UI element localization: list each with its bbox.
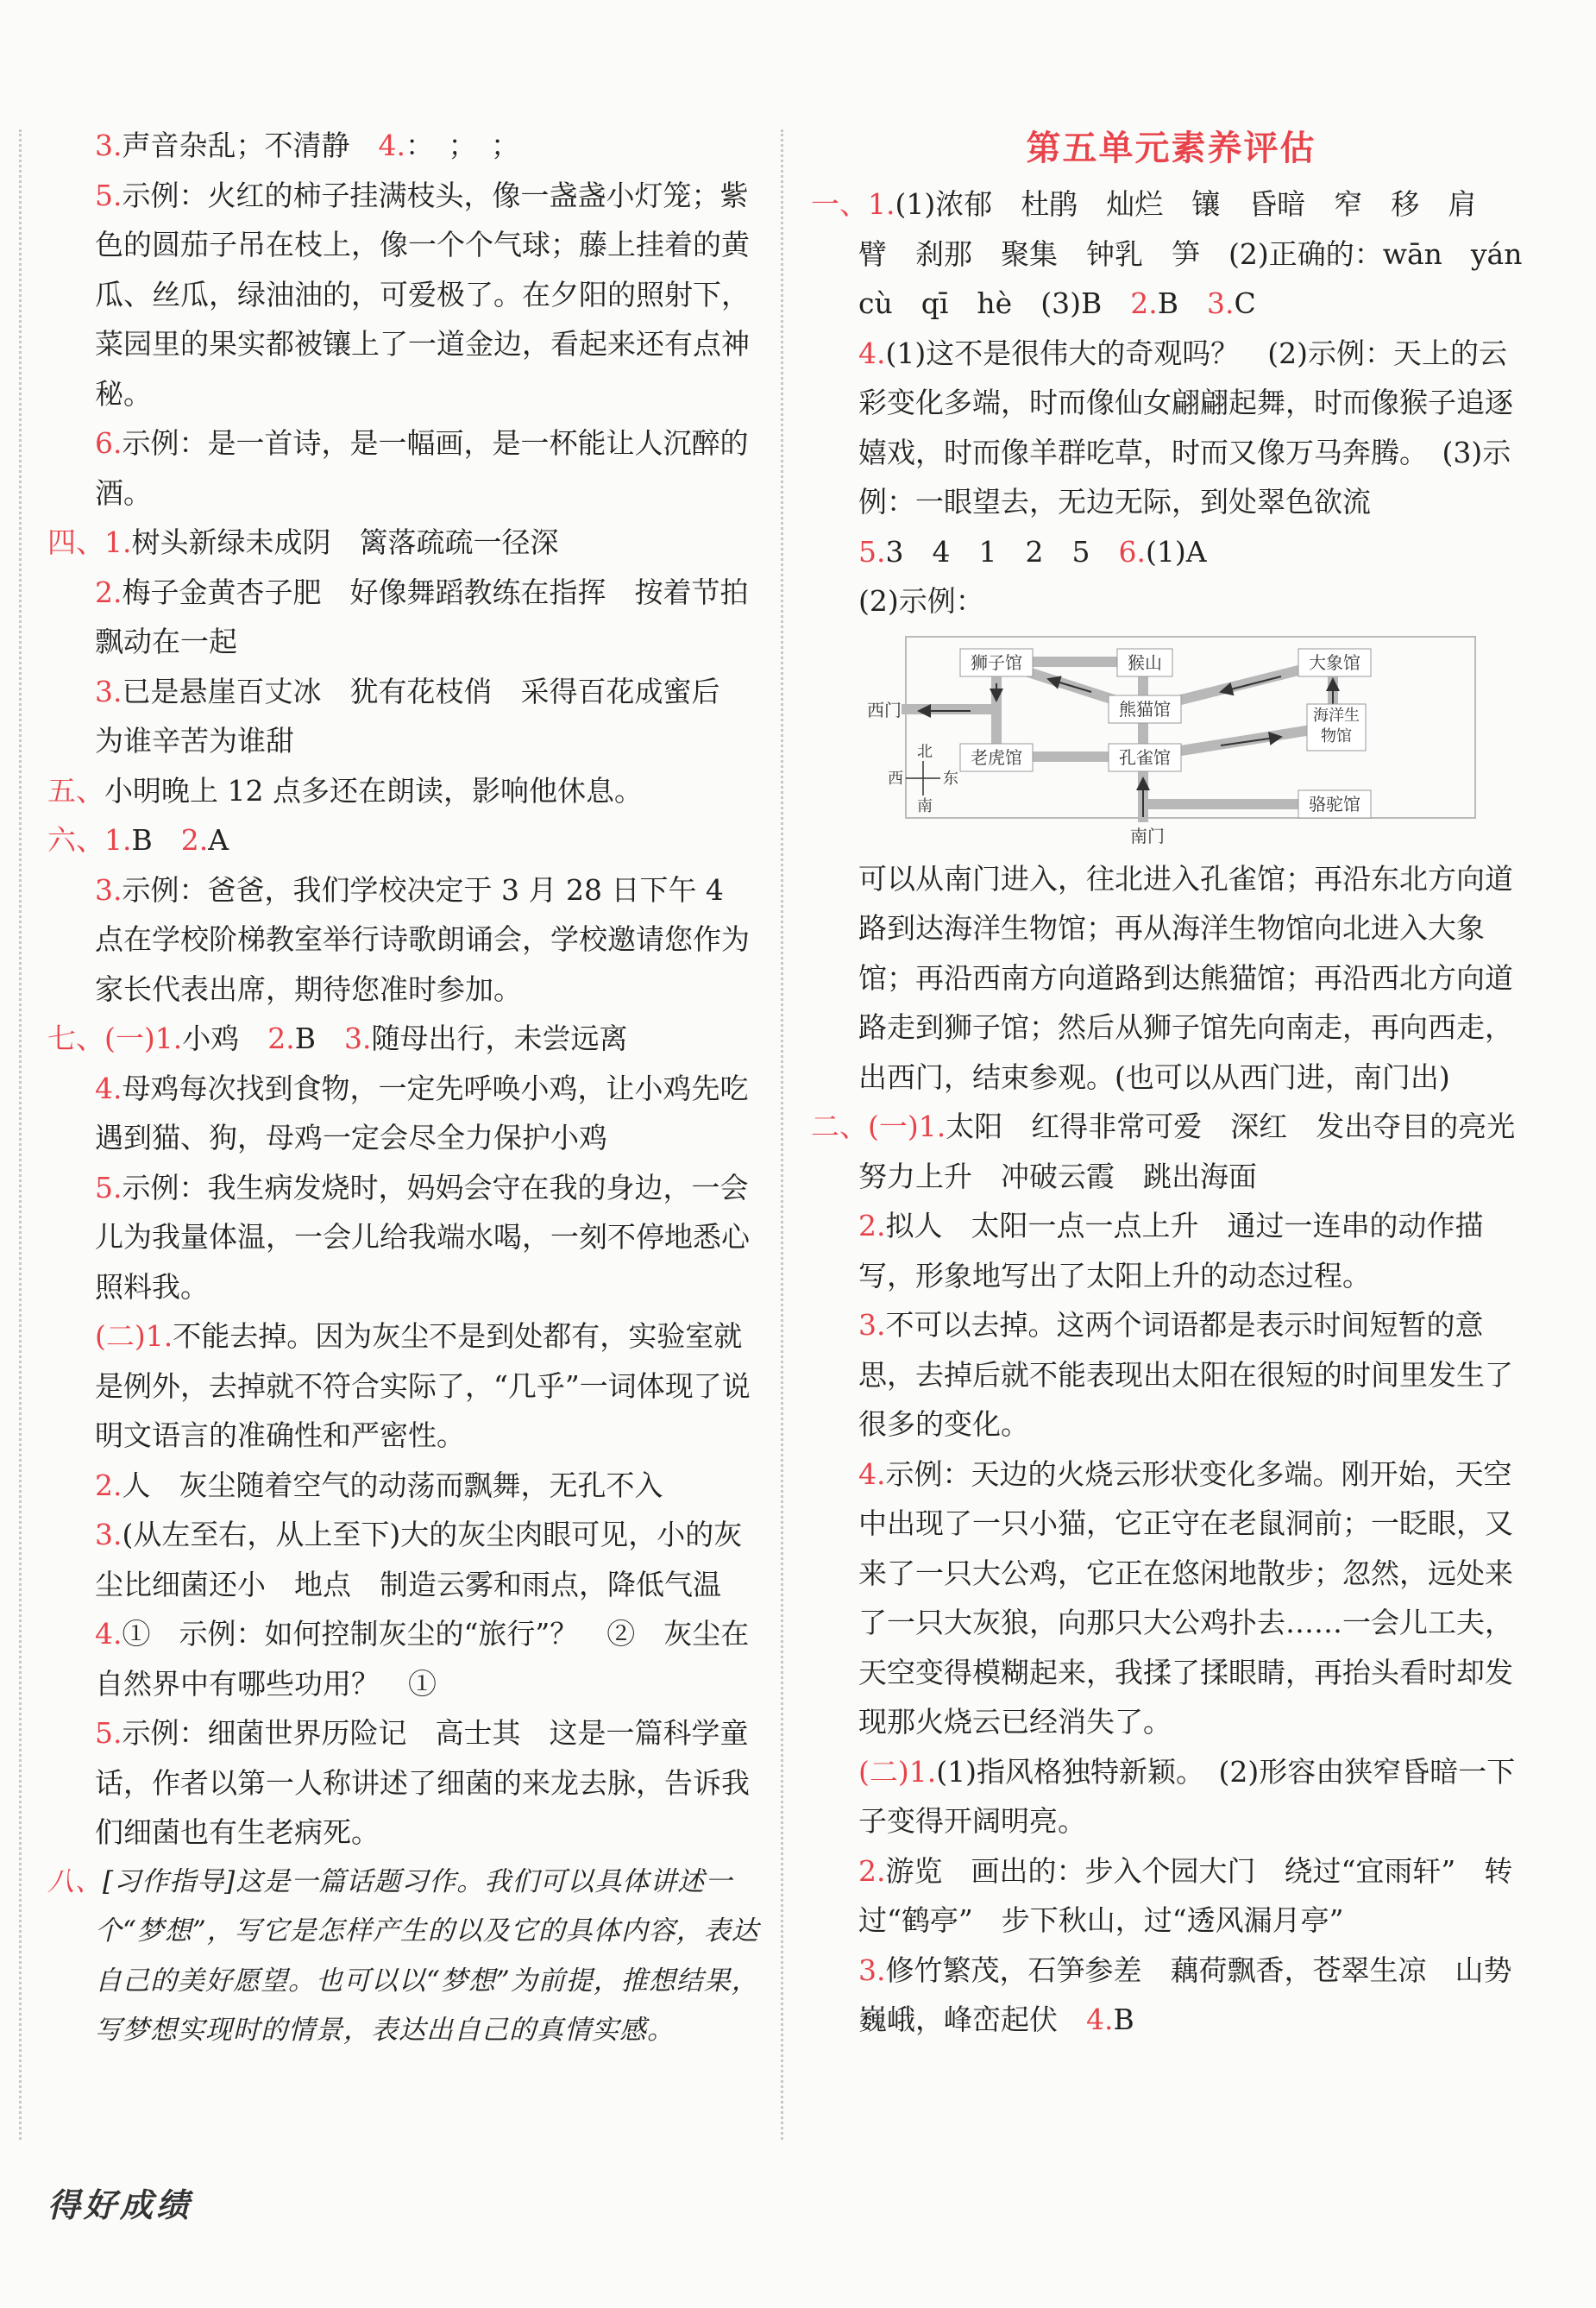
r-section-2-part2-q2: 2.游览 画出的：步入个园大门 绕过“宜雨轩” 转过“鹤亭” 步下秋山，过“透风漏月亭” (858, 1853, 1513, 1937)
r-section-2-part1-q4: 4.示例：天边的火烧云形状变化多端。刚开始，天空中出现了一只小猫，它正守在老鼠洞前；一眨眼，又来了一只大公鸡，它正在悠闲地散步；忽然，远处来了一只大灰狼，向那只大公鸡扑去……一会儿工夫，天空变得模糊起来，我揉了揉眼睛，再抬头看时却发现那火烧云已经消失了。 (858, 1456, 1513, 1739)
r-section-1-q6-2: (2)示例： (858, 584, 984, 618)
label-haiyang: 海洋生物馆 (1313, 706, 1360, 745)
section-7-part1-q1-3: 七、(一)1.小鸡 2.B 3.随母出行，未尝远离 (47, 1022, 628, 1055)
label-daxiang: 大象馆 (1309, 651, 1360, 673)
compass-west: 西 (888, 769, 903, 788)
unit-title: 第五单元素养评估 (1026, 128, 1316, 168)
section-6-q1-2: 六、1.B 2.A (47, 823, 229, 857)
section-7-part1-q5: 5.示例：我生病发烧时，妈妈会守在我的身边，一会儿为我量体温，一会儿给我端水喝，一刻不停地悉心照料我。 (95, 1170, 750, 1304)
label-kongque: 孔雀馆 (1119, 746, 1171, 768)
section-7-part2-q5: 5.示例：细菌世界历险记 高士其 这是一篇科学童话，作者以第一人称讲述了细菌的来龙去脉，告诉我们细菌也有生老病死。 (95, 1716, 750, 1849)
r-section-1-q4: 4.(1)这不是很伟大的奇观吗？ (2)示例：天上的云彩变化多端，时而像仙女翩翩起舞，时而像猴子追逐嬉戏，时而像羊群吃草，时而又像万马奔腾。 (3)示例：一眼望去，无边无际，到处翠色欲流 (858, 336, 1513, 519)
label-ximen: 西门 (867, 699, 902, 720)
answer-6: 6.示例：是一首诗，是一幅画，是一杯能让人沉醉的酒。 (95, 426, 749, 510)
r-section-2-part1-q1: 二、(一)1.太阳 红得非常可爱 深红 发出夺目的亮光 努力上升 冲破云霞 跳出海面 (811, 1110, 1544, 1193)
column-divider (781, 129, 783, 2140)
compass-east: 东 (943, 769, 958, 788)
section-7-part2-q1: (二)1.不能去掉。因为灰尘不是到处都有，实验室就是例外，去掉就不符合实际了，“几乎”一词体现了说明文语言的准确性和严密性。 (95, 1319, 751, 1452)
answer-3-4: 3.声音杂乱；不清静 4.： ； ； (95, 129, 519, 162)
section-4-q2: 2.梅子金黄杏子肥 好像舞蹈教练在指挥 按着节拍飘动在一起 (95, 575, 749, 658)
section-6-q3: 3.示例：爸爸，我们学校决定于 3 月 28 日下午 4 点在学校阶梯教室举行诗歌朗诵会，学校邀请您作为家长代表出席，期待您准时参加。 (95, 872, 750, 1006)
r-map-explanation: 可以从南门进入，往北进入孔雀馆；再沿东北方向道路到达海洋生物馆；再从海洋生物馆向北进入大象馆；再沿西南方向道路到达熊猫馆；再沿西北方向道路走到狮子馆；然后从狮子馆先向南走，再向西走，出西门，结束参观。(也可以从西门进，南门出) (858, 861, 1513, 1094)
label-luotuo: 骆驼馆 (1309, 793, 1360, 814)
section-5: 五、小明晚上 12 点多还在朗读，影响他休息。 (47, 773, 643, 808)
r-section-2-part1-q3: 3.不可以去掉。这两个词语都是表示时间短暂的意思，去掉后就不能表现出太阳在很短的时间里发生了很多的变化。 (858, 1308, 1513, 1441)
label-laohu: 老虎馆 (971, 746, 1022, 768)
zoo-map-figure (811, 632, 1531, 847)
zoo-map (858, 632, 1480, 847)
compass-south: 南 (917, 796, 933, 815)
section-8-writing-guide: 八、[习作指导]这是一篇话题习作。我们可以具体讲述一个“梦想”，写它是怎样产生的以及它的具体内容，表达自己的美好愿望。也可以以“梦想”为前提，推想结果，写梦想实现时的情景，表达出自己的真情实感。 (47, 1865, 759, 2046)
right-column (811, 121, 1551, 2045)
label-xiongmao: 熊猫馆 (1119, 698, 1171, 720)
r-section-2-part1-q2: 2.拟人 太阳一点一点上升 通过一连串的动作描写，形象地写出了太阳上升的动态过程。 (858, 1209, 1484, 1292)
section-7-part2-q4: 4.① 示例：如何控制灰尘的“旅行”？ ② 灰尘在自然界中有哪些功用？ ① (95, 1617, 750, 1701)
left-margin-divider (19, 129, 22, 2140)
section-7-part2-q3: 3.(从左至右，从上至下)大的灰尘肉眼可见，小的灰尘比细菌还小 地点 制造云雾和雨点，降低气温 (95, 1518, 743, 1601)
r-section-2-part2-q1: (二)1.(1)指风格独特新颖。 (2)形容由狭窄昏暗一下子变得开阔明亮。 (858, 1754, 1516, 1838)
compass (888, 743, 958, 815)
map-labels (867, 649, 1371, 846)
footer-brand: 得好成绩 (47, 2185, 193, 2224)
answer-5: 5.示例：火红的柿子挂满枝头，像一盏盏小灯笼；紫色的圆茄子吊在枝上，像一个个气球；藤上挂着的黄瓜、丝瓜，绿油油的，可爱极了。在夕阳的照射下，菜园里的果实都被镶上了一道金边，看起来还有点神秘。 (95, 178, 750, 411)
compass-north: 北 (917, 742, 933, 761)
section-7-part2-q2: 2.人 灰尘随着空气的动荡而飘舞，无孔不入 (95, 1468, 663, 1502)
r-section-1-q1-3: 一、1.(1)浓郁 杜鹃 灿烂 镶 昏暗 窄 移 肩 臂 刹那 聚集 钟乳 笋 (2)正确的：wān yán cù qī hè (3)B 2.B 3.C (811, 187, 1551, 320)
r-section-1-q5-6: 5.3 4 1 2 5 6.(1)A (858, 534, 1207, 569)
left-column (47, 121, 777, 2056)
section-4-q1: 四、1.树头新绿未成阴 篱落疏疏一径深 (47, 525, 559, 559)
section-4-q3: 3.已是悬崖百丈冰 犹有花枝俏 采得百花成蜜后 为谁辛苦为谁甜 (95, 674, 749, 758)
label-housan: 猴山 (1128, 651, 1162, 673)
label-shizi: 狮子馆 (971, 651, 1022, 673)
label-nanmen: 南门 (1130, 825, 1165, 846)
section-7-part1-q4: 4.母鸡每次找到食物，一定先呼唤小鸡，让小鸡先吃 遇到猫、狗，母鸡一定会尽全力保护小鸡 (95, 1071, 777, 1154)
r-section-2-part2-q3-4: 3.修竹繁茂，石笋参差 藕荷飘香，苍翠生凉 山势巍峨，峰峦起伏 4.B (858, 1953, 1512, 2036)
